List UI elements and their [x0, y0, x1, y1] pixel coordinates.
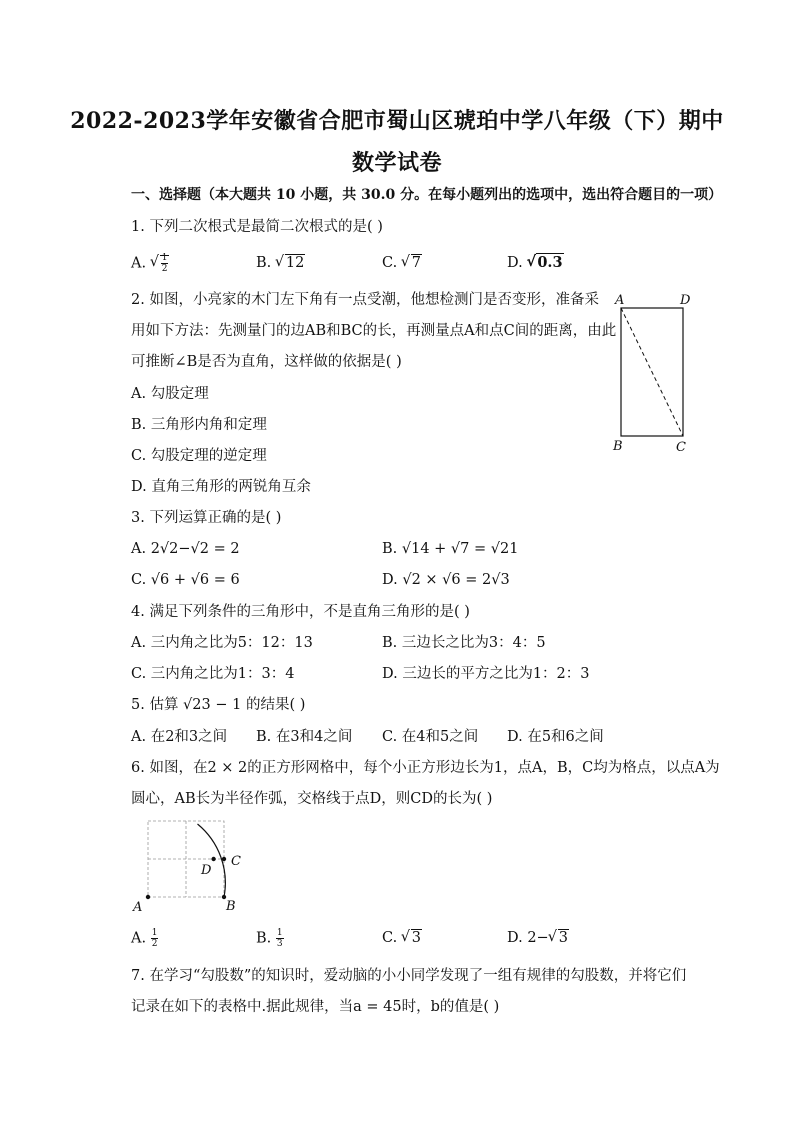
q3-option-d: D. √2 × √6 = 2√3	[382, 572, 510, 588]
q6-b-den: 3	[276, 939, 283, 949]
q1-a-label: A.	[131, 255, 147, 272]
q4-option-a: A. 三内角之比为5：12：13	[131, 635, 313, 651]
q6-option-b	[256, 928, 284, 949]
q1-d-radicand: 0.3	[537, 254, 563, 271]
q5-option-d: D. 在5和6之间	[507, 729, 604, 745]
q6-d-prefix: 2−	[527, 930, 549, 946]
q3-option-b: B. √14 + √7 = √21	[382, 541, 519, 557]
q2-option-d: D. 直角三角形的两锐角互余	[131, 479, 311, 495]
q6-a-num: 1	[151, 928, 158, 938]
q6-stem-line1: 6. 如图，在2 × 2的正方形网格中，每个小正方形边长为1，点A，B，C均为格点，以点A为	[131, 760, 720, 776]
page-subtitle: 数学试卷	[351, 150, 442, 176]
q6-option-d	[507, 928, 569, 948]
q6-d-label: D.	[507, 930, 523, 946]
door-figure	[606, 288, 696, 454]
q2-option-c: C. 勾股定理的逆定理	[131, 448, 267, 464]
q5-option-b: B. 在3和4之间	[256, 729, 353, 745]
q3-stem: 3. 下列运算正确的是( )	[131, 510, 282, 526]
q1-option-a	[131, 253, 169, 274]
q1-a-den: 2	[161, 264, 168, 274]
q5-stem: 5. 估算 √23 − 1 的结果( )	[131, 697, 306, 713]
grid-figure	[128, 815, 258, 915]
q1-b-radicand: 12	[285, 255, 305, 271]
point-a	[146, 895, 150, 899]
grid-label-b: B	[226, 899, 236, 914]
q6-b-label: B.	[256, 930, 272, 947]
door-label-d: D	[680, 293, 691, 308]
q7-stem-line2: 记录在如下的表格中.据此规律，当a = 45时，b的值是( )	[131, 999, 500, 1015]
q1-option-b	[256, 253, 305, 273]
q6-c-label: C.	[382, 930, 398, 946]
q3-option-a: A. 2√2−√2 = 2	[131, 541, 240, 557]
q1-option-c	[382, 253, 422, 273]
q1-d-label: D.	[507, 255, 523, 271]
page-title: 2022-2023学年安徽省合肥市蜀山区琥珀中学八年级（下）期中	[70, 108, 724, 134]
door-diagonal-ac	[621, 308, 683, 436]
section-heading: 一、选择题（本大题共 10 小题，共 30.0 分。在每小题列出的选项中，选出符合题目的一项）	[131, 187, 723, 203]
q2-stem-line2: 用如下方法：先测量门的边AB和BC的长，再测量点A和点C间的距离，由此	[131, 323, 617, 339]
q6-a-label: A.	[131, 930, 147, 947]
door-label-b: B	[613, 439, 623, 454]
q6-option-a	[131, 928, 158, 949]
q1-c-label: C.	[382, 255, 398, 271]
q4-option-c: C. 三内角之比为1：3：4	[131, 666, 295, 682]
q6-d-radicand: 3	[558, 930, 568, 946]
q6-option-c	[382, 928, 422, 948]
q2-stem-line1: 2. 如图，小亮家的木门左下角有一点受潮，他想检测门是否变形，准备采	[131, 292, 599, 308]
q2-stem-line3: 可推断∠B是否为直角，这样做的依据是( )	[131, 354, 402, 370]
q1-a-num: √ 1	[161, 253, 168, 263]
q4-option-d: D. 三边长的平方之比为1：2：3	[382, 666, 590, 682]
q4-stem: 4. 满足下列条件的三角形中，不是直角三角形的是( )	[131, 604, 470, 620]
q1-stem: 1. 下列二次根式是最简二次根式的是( )	[131, 219, 383, 235]
q6-c-radicand: 3	[411, 930, 422, 946]
arc-bd	[198, 824, 226, 897]
q1-option-d	[507, 253, 564, 273]
grid-label-d: D	[201, 863, 212, 878]
q5-option-c: C. 在4和5之间	[382, 729, 479, 745]
door-label-c: C	[676, 440, 686, 454]
q1-c-radicand: 7	[411, 255, 422, 271]
point-c	[222, 857, 226, 861]
point-d	[211, 857, 215, 861]
grid-label-a: A	[133, 900, 143, 915]
q4-option-b: B. 三边长之比为3：4：5	[382, 635, 546, 651]
q6-stem-line2: 圆心，AB长为半径作弧，交格线于点D，则CD的长为( )	[131, 791, 493, 807]
q7-stem-line1: 7. 在学习“勾股数”的知识时，爱动脑的小小同学发现了一组有规律的勾股数，并将它们	[131, 968, 687, 984]
q5-option-a: A. 在2和3之间	[131, 729, 228, 745]
q6-a-den: 2	[151, 939, 158, 949]
q2-option-a: A. 勾股定理	[131, 386, 209, 402]
q2-option-b: B. 三角形内角和定理	[131, 417, 267, 433]
door-label-a: A	[615, 293, 625, 308]
grid-label-c: C	[231, 854, 241, 869]
q3-option-c: C. √6 + √6 = 6	[131, 572, 240, 588]
q1-b-label: B.	[256, 255, 272, 271]
q6-b-num: 1	[276, 928, 283, 938]
